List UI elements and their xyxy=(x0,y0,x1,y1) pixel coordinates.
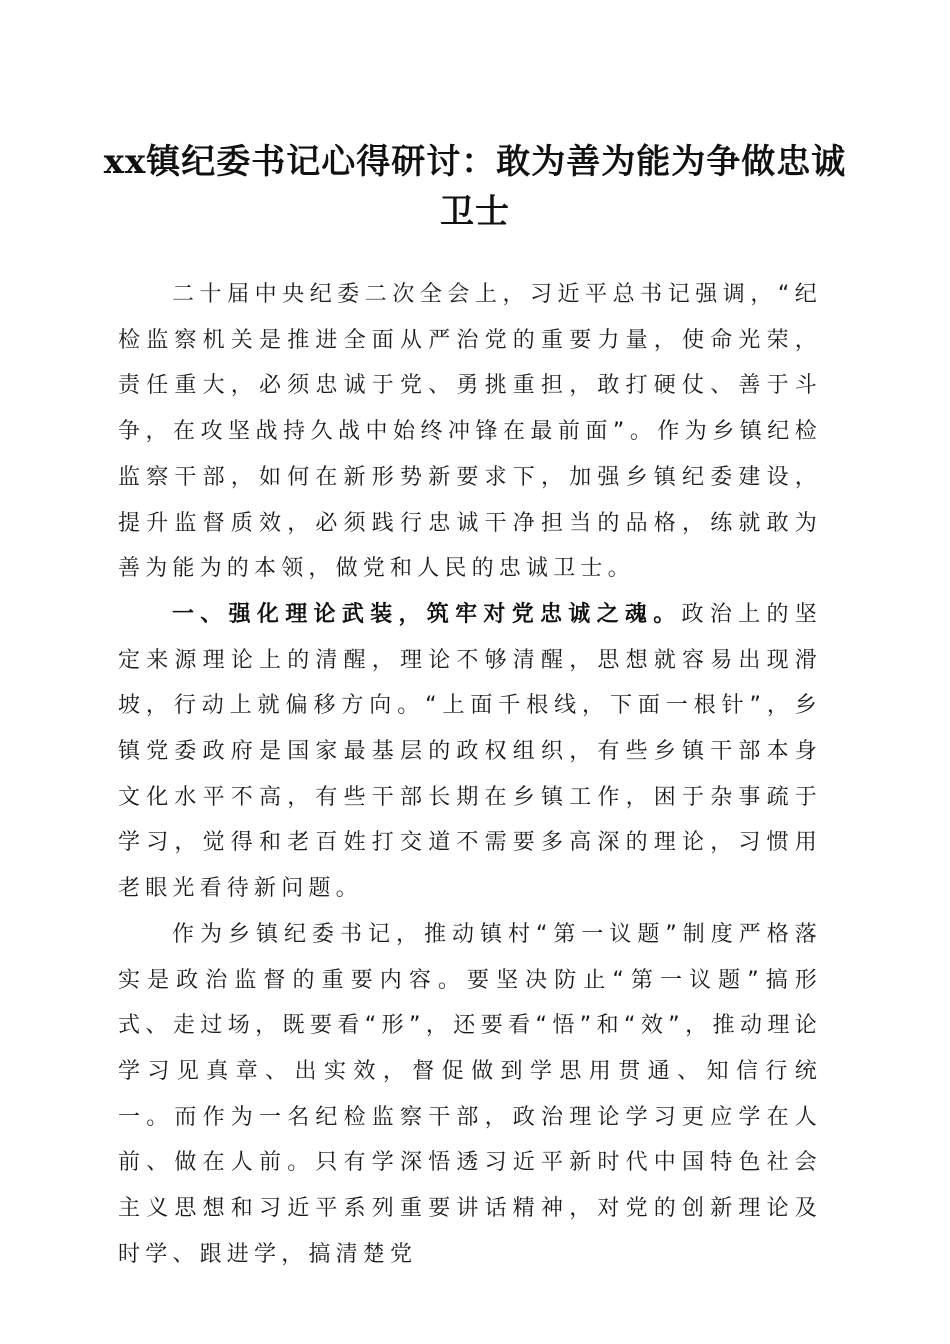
document-body xyxy=(118,272,822,1277)
body-paragraph-1 xyxy=(118,272,822,592)
paragraph-text: 政治上的坚定来源理论上的清醒，理论不够清醒，思想就容易出现滑坡，行动上就偏移方向。“上面千根线，下面一根针”，乡镇党委政府是国家最基层的政权组织，有些乡镇干部本身文化水平不高，有些干部长期在乡镇工作，困于杂事疏于学习，觉得和老百姓打交道不需要多高深的理论，习惯用老眼光看待新问题。 xyxy=(118,601,822,902)
body-paragraph-2 xyxy=(118,592,822,912)
document-title: xx镇纪委书记心得研讨：敢为善为能为争做忠诚卫士 xyxy=(103,142,847,232)
body-paragraph-3 xyxy=(118,912,822,1278)
paragraph-text: 作为乡镇纪委书记，推动镇村“第一议题”制度严格落实是政治监督的重要内容。要坚决防止“第一议题”搞形式、走过场，既要看“形”，还要看“悟”和“效”，推动理论学习见真章、出实效，督促做到学思用贯通、知信行统一。而作为一名纪检监察干部，政治理论学习更应学在人前、做在人前。只有学深悟透习近平新时代中国特色社会主义思想和习近平系列重要讲话精神，对党的创新理论及时学、跟进学，搞清楚党 xyxy=(118,921,822,1267)
section-heading: 一、强化理论武装，筑牢对党忠诚之魂。 xyxy=(172,601,682,627)
paragraph-text: 二十届中央纪委二次全会上，习近平总书记强调，“纪检监察机关是推进全面从严治党的重要力量，使命光荣，责任重大，必须忠诚于党、勇挑重担，敢打硬仗、善于斗争，在攻坚战持久战中始终冲锋在最前面”。作为乡镇纪检监察干部，如何在新形势新要求下，加强乡镇纪委建设，提升监督质效，必须践行忠诚干净担当的品格，练就敢为善为能为的本领，做党和人民的忠诚卫士。 xyxy=(118,282,822,582)
